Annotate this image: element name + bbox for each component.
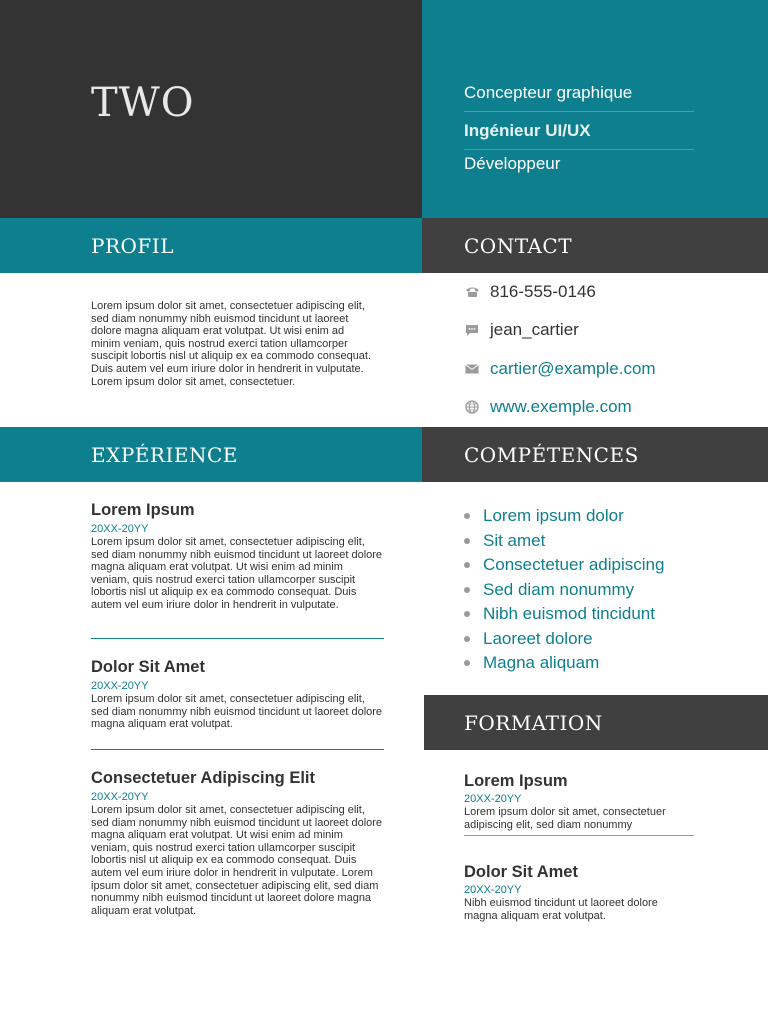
experience-description: Lorem ipsum dolor sit amet, consectetuer adipiscing elit, sed diam nonummy nibh euismod tincidunt ut laoreet dolore magna aliquam erat volutpat. Ut wisi enim ad minim veniam, quis nostrud exerci tation ullamcorper suscipit lobortis nisl ut aliquip ex ea commodo consequat. Duis autem vel eum iriure dolor in hendrerit in vulputate. Lorem ipsum dolor sit amet, consectetuer adipiscing elit, sed diam nonummy nibh euismod tincidunt ut laoreet dolore magna aliquam erat volutpat. — [91, 804, 383, 917]
chat-icon — [464, 322, 480, 338]
contact-website[interactable] — [464, 395, 754, 419]
resume-name: TWO — [91, 80, 195, 126]
section-header-experience — [0, 427, 422, 482]
skill-label: Laoreet dolore — [483, 628, 593, 648]
section-title-experience: EXPÉRIENCE — [91, 442, 238, 467]
experience-dates: 20XX-20YY — [91, 791, 149, 803]
experience-item — [91, 768, 384, 917]
experience-description: Lorem ipsum dolor sit amet, consectetuer adipiscing elit, sed diam nonummy nibh euismod tincidunt ut laoreet dolore magna aliquam erat volutpat. — [91, 693, 383, 731]
bullet-icon — [464, 660, 470, 666]
formation-description: Lorem ipsum dolor sit amet, consectetuer adipiscing elit, sed diam nonummy — [464, 806, 666, 831]
skill-item — [464, 529, 754, 554]
role-developer: Développeur — [464, 154, 561, 173]
skill-label: Sit amet — [483, 530, 546, 550]
skill-item — [464, 602, 754, 627]
section-title-competences: COMPÉTENCES — [464, 442, 639, 467]
bullet-icon — [464, 611, 470, 617]
skill-label: Nibh euismod tincidunt — [483, 604, 655, 624]
contact-email-link[interactable]: cartier@example.com — [490, 359, 656, 378]
formation-title: Dolor Sit Amet — [464, 863, 578, 881]
skill-item — [464, 627, 754, 652]
experience-item — [91, 500, 384, 639]
section-header-formation — [424, 695, 768, 750]
experience-title: Dolor Sit Amet — [91, 658, 205, 676]
formation-item — [464, 771, 694, 836]
role-ui-ux-engineer: Ingénieur UI/UX — [464, 121, 694, 150]
skill-label: Consectetuer adipiscing — [483, 555, 665, 575]
formation-dates: 20XX-20YY — [464, 793, 522, 805]
skill-item — [464, 578, 754, 603]
skills-list — [464, 504, 754, 676]
globe-icon — [464, 399, 480, 415]
header-name-block — [0, 0, 422, 218]
section-title-profil: PROFIL — [91, 233, 174, 258]
section-header-contact — [422, 218, 768, 273]
section-header-competences — [422, 427, 768, 482]
skill-label: Sed diam nonummy — [483, 579, 635, 599]
skill-item — [464, 553, 754, 578]
section-title-contact: CONTACT — [464, 233, 573, 258]
section-header-profil — [0, 218, 422, 273]
formation-item — [464, 862, 694, 926]
skill-item — [464, 651, 754, 676]
contact-chat — [464, 318, 754, 342]
contact-phone — [464, 280, 754, 304]
bullet-icon — [464, 562, 470, 568]
formation-title: Lorem Ipsum — [464, 772, 568, 790]
skill-label: Lorem ipsum dolor — [483, 506, 624, 526]
bullet-icon — [464, 538, 470, 544]
mail-icon — [464, 361, 480, 377]
experience-item — [91, 657, 384, 750]
bullet-icon — [464, 587, 470, 593]
contact-phone-text: 816-555-0146 — [490, 282, 596, 301]
section-title-formation: FORMATION — [464, 710, 603, 735]
experience-description: Lorem ipsum dolor sit amet, consectetuer adipiscing elit, sed diam nonummy nibh euismod tincidunt ut laoreet dolore magna aliquam erat volutpat. Ut wisi enim ad minim veniam, quis nostrud exerci tation ullamcorper suscipit lobortis nisl ut aliquip ex ea commodo consequat. Duis autem vel eum iriure dolor in hendrerit in vulputate. — [91, 536, 383, 611]
contact-website-link[interactable]: www.exemple.com — [490, 397, 632, 416]
skill-label: Magna aliquam — [483, 653, 600, 673]
profil-text: Lorem ipsum dolor sit amet, consectetuer adipiscing elit, sed diam nonummy nibh euismod tincidunt ut laoreet dolore magna aliquam erat volutpat. Ut wisi enim ad minim veniam, quis nostrud exerci tation ullamcorper suscipit lobortis nisl ut aliquip ex ea commodo consequat. Duis autem vel eum iriure dolor in hendrerit in vulputate. Lorem ipsum dolor sit amet, consectetuer. — [91, 300, 372, 388]
experience-dates: 20XX-20YY — [91, 680, 149, 692]
phone-icon — [464, 284, 480, 300]
contact-chat-text: jean_cartier — [490, 320, 579, 339]
experience-title: Consectetuer Adipiscing Elit — [91, 769, 316, 787]
formation-dates: 20XX-20YY — [464, 884, 522, 896]
experience-dates: 20XX-20YY — [91, 523, 149, 535]
skill-item — [464, 504, 754, 529]
formation-description: Nibh euismod tincidunt ut laoreet dolore magna aliquam erat volutpat. — [464, 897, 658, 922]
contact-email[interactable] — [464, 357, 754, 381]
role-graphic-designer: Concepteur graphique — [464, 83, 694, 112]
bullet-icon — [464, 513, 470, 519]
experience-title: Lorem Ipsum — [91, 501, 195, 519]
bullet-icon — [464, 636, 470, 642]
